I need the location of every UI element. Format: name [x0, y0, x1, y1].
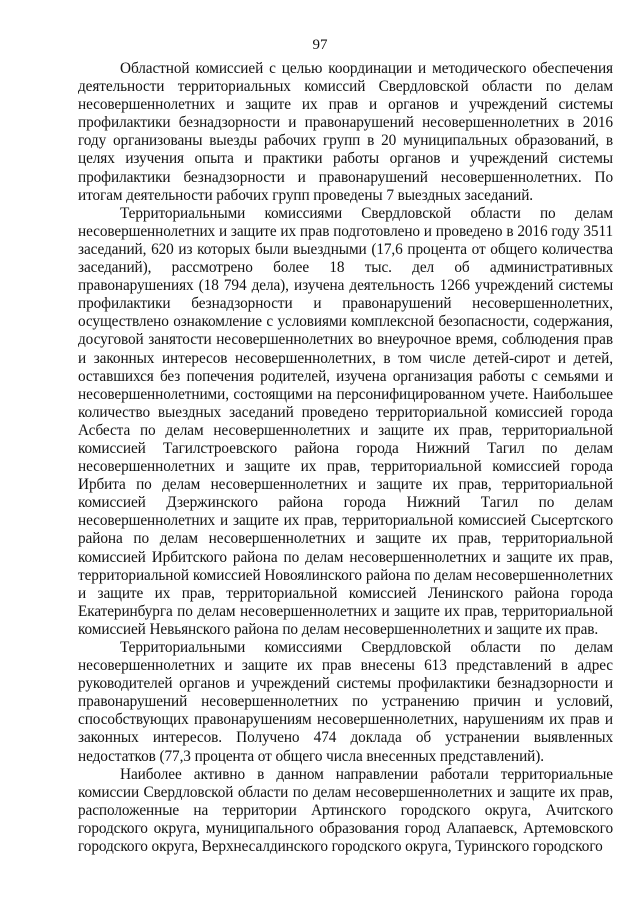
paragraph-commission-meetings: Территориальными комиссиями Свердловской области по делам несовершеннолетних и защите их прав подготовлено и проведено в 2016 году 3511 заседаний, 620 из которых были выездными (17,6 процента от общего количества заседаний), рассмотрено более 18 тыс. дел об административных правонарушениях (18 794 дела), изучена деятельность 1266 учреждений системы профилактики безнадзорности и правонарушений несовершеннолетних, осуществлено ознакомление с условиями комплексной безопасности, содержания, досуговой занятости несовершеннолетних во внеурочное время, соблюдения прав и законных интересов несовершеннолетних, в том числе детей-сирот и детей, оставшихся без попечения родителей, изучена организация работы с семьями и несовершеннолетними, состоящими на персонифицированном учете. Наибольшее количество выездных заседаний проведено территориальной комиссией города Асбеста по делам несовершеннолетних и защите их прав, территориальной комиссией Тагилстроевского района города Нижний Тагил по делам несовершеннолетних и защите их прав, территориальной комиссией города Ирбита по делам несовершеннолетних и защите их прав, территориальной комиссией Дзержинского района города Нижний Тагил по делам несовершеннолетних и защите их прав, территориальной комиссией Сысертского района по делам несовершеннолетних и защите их прав, территориальной комиссией Ирбитского района по делам несовершеннолетних и защите их прав, территориальной комиссией Новоялинского района по делам несовершеннолетних и защите их прав, территориальной комиссией Ленинского района города Екатеринбурга по делам несовершеннолетних и защите их прав, территориальной комиссией Невьянского района по делам несовершеннолетних и защите их прав.: [78, 204, 613, 638]
paragraph-working-groups: Областной комиссией с целью координации и методического обеспечения деятельности территориальных комиссий Свердловской области по делам несовершеннолетних и защите их прав и органов и учреждений системы профилактики безнадзорности и правонарушений несовершеннолетних в 2016 году организованы выезды рабочих групп в 20 муниципальных образований, в целях изучения опыта и практики работы органов и учреждений системы профилактики безнадзорности и правонарушений несовершеннолетних. По итогам деятельности рабочих групп проведены 7 выездных заседаний.: [78, 60, 613, 204]
document-body: [78, 60, 613, 856]
paragraph-representations: Территориальными комиссиями Свердловской области по делам несовершеннолетних и защите их прав внесены 613 представлений в адрес руководителей органов и учреждений системы профилактики безнадзорности и правонарушений несовершеннолетних по устранению причин и условий, способствующих правонарушениям несовершеннолетних, нарушениям их прав и законных интересов. Получено 474 доклада об устранении выявленных недостатков (77,3 процента от общего числа внесенных представлений).: [78, 639, 613, 765]
paragraph-active-commissions: Наиболее активно в данном направлении работали территориальные комиссии Свердловской области по делам несовершеннолетних и защите их прав, расположенные на территории Артинского городского округа, Ачитского городского округа, муниципального образования город Алапаевск, Артемовского городского округа, Верхнесалдинского городского округа, Туринского городского: [78, 765, 613, 856]
page-number: 97: [312, 37, 328, 53]
